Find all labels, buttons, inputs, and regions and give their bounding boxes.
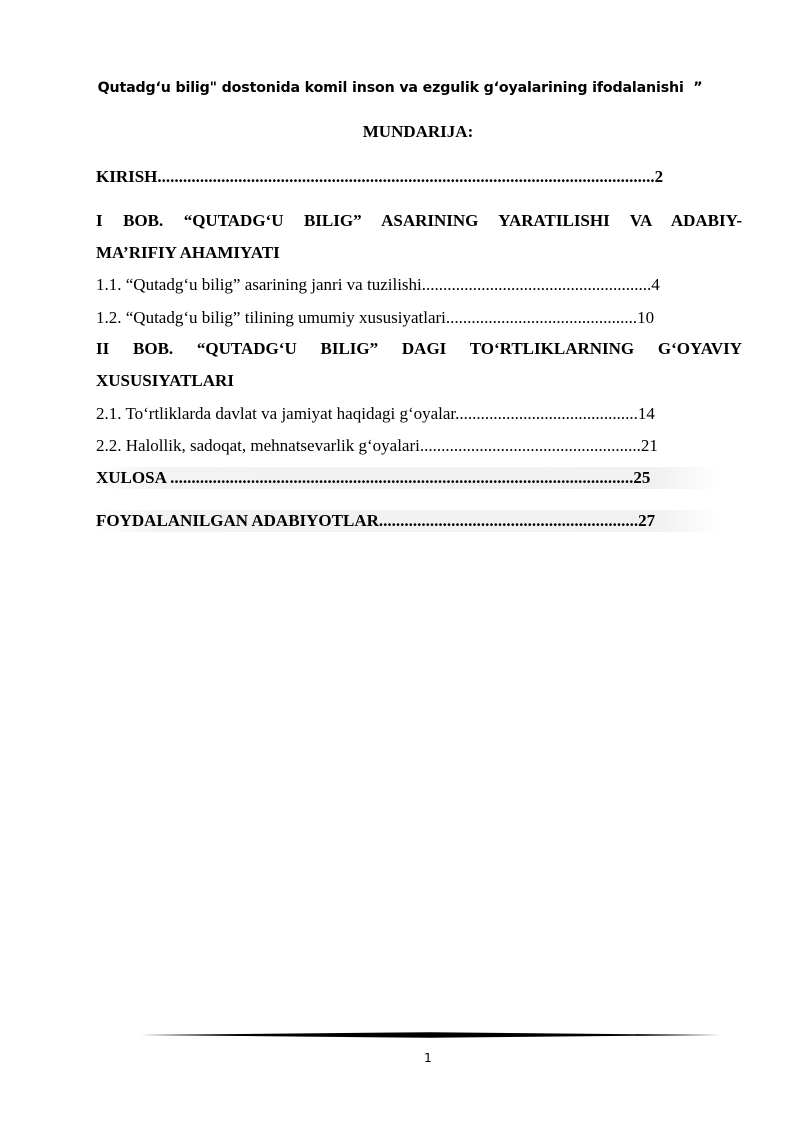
toc-chapter-2-title: II BOB. “QUTADG‘U BILIG” DAGI TO‘RTLIKLARNING G‘OYAVIY: [96, 339, 742, 358]
toc-entry-2-2: 2.2. Halollik, sadoqat, mehnatsevarlik g‘oyalari....................................................21: [96, 436, 658, 455]
toc-entry-2-1: 2.1. To‘rtliklarda davlat va jamiyat haqidagi g‘oyalar...........................................14: [96, 404, 655, 423]
toc-entry-adabiyotlar: FOYDALANILGAN ADABIYOTLAR.............................................................27: [96, 510, 721, 532]
page-number: 1: [424, 1051, 432, 1065]
toc-chapter-1-title: I BOB. “QUTADG‘U BILIG” ASARINING YARATILISHI VA ADABIY-: [96, 211, 742, 230]
document-title: Qutadg‘u bilig" dostonida komil inson va ezgulik g‘oyalarining ifodalanishi ”: [97, 80, 703, 96]
toc-entry-xulosa: XULOSA .............................................................................................................25: [96, 467, 721, 489]
footer-divider-line: [140, 1032, 720, 1038]
toc-chapter-1-title-cont: MA’RIFIY AHAMIYATI: [96, 243, 280, 262]
toc-chapter-2-title-cont: XUSUSIYATLARI: [96, 371, 234, 390]
toc-heading: MUNDARIJA:: [362, 122, 474, 141]
toc-entry-1-2: 1.2. “Qutadg‘u bilig” tilining umumiy xususiyatlari.............................................10: [96, 308, 655, 327]
toc-entry-kirish: KIRISH.....................................................................................................................2: [96, 167, 664, 186]
toc-entry-1-1: 1.1. “Qutadg‘u bilig” asarining janri va tuzilishi......................................................4: [96, 275, 660, 294]
